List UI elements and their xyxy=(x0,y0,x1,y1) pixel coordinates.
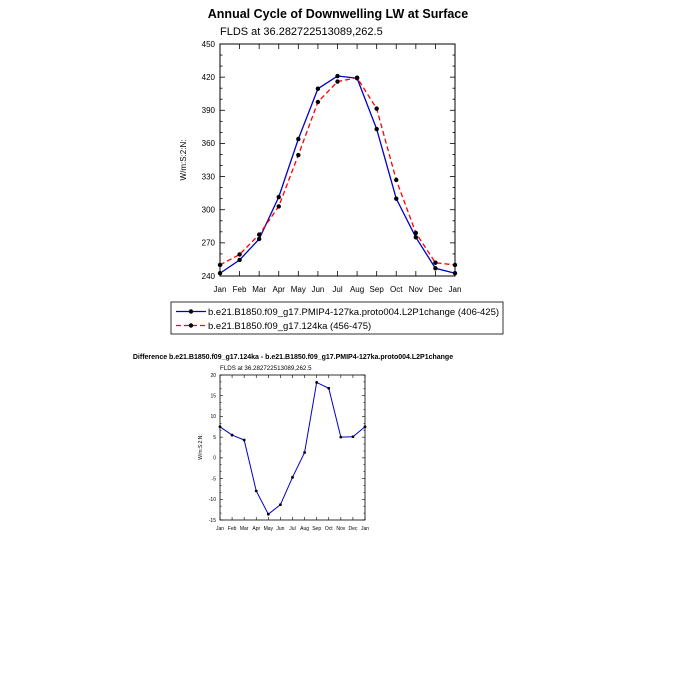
series-1-point xyxy=(374,106,378,110)
y-tick-label: -5 xyxy=(211,476,216,483)
series-0-point xyxy=(231,434,234,437)
series-0-point xyxy=(374,127,378,131)
series-0-point xyxy=(257,237,261,241)
y-tick-label: 240 xyxy=(201,271,215,281)
x-tick-label: Mar xyxy=(252,285,267,294)
x-tick-label: Feb xyxy=(227,526,237,532)
y-tick-label: -10 xyxy=(208,497,216,504)
x-tick-label: Jul xyxy=(289,526,296,532)
series-0-point xyxy=(453,271,457,275)
series-0-point xyxy=(296,137,300,141)
x-tick-label: Jul xyxy=(332,285,343,294)
diff-plot-frame xyxy=(220,375,365,520)
series-0-point xyxy=(339,436,342,439)
main-plot-frame xyxy=(220,44,455,276)
main-series-group xyxy=(218,74,457,276)
x-tick-label: Nov xyxy=(336,526,346,532)
legend-label-1: b.e21.B1850.f09_g17.124ka (456-475) xyxy=(208,321,372,332)
y-tick-label: 420 xyxy=(201,72,215,82)
series-1-point xyxy=(355,75,359,79)
y-tick-label: -15 xyxy=(208,517,216,524)
series-1-point xyxy=(237,252,241,256)
y-tick-label: 330 xyxy=(201,172,215,182)
x-tick-label: Jan xyxy=(360,526,370,532)
series-0-point xyxy=(335,74,339,78)
y-tick-label: 0 xyxy=(213,455,216,462)
x-tick-label: Sep xyxy=(369,285,384,294)
x-tick-label: Aug xyxy=(349,285,365,294)
series-0-point xyxy=(316,87,320,91)
main-y-axis-label: W/m:S:2:N: xyxy=(179,139,188,181)
series-1-point xyxy=(335,79,339,83)
series-line-0 xyxy=(220,382,365,514)
series-0-point xyxy=(237,258,241,262)
x-tick-label: Jun xyxy=(311,285,325,294)
x-tick-label: Jun xyxy=(276,526,285,532)
series-line-0 xyxy=(220,76,455,273)
series-0-point xyxy=(364,425,367,428)
legend-label-0: b.e21.B1850.f09_g17.PMIP4-127ka.proto004.L2P1change (406-425) xyxy=(208,307,500,318)
x-tick-label: Jan xyxy=(215,526,225,532)
series-1-point xyxy=(453,263,457,267)
series-0-point xyxy=(394,196,398,200)
series-0-point xyxy=(352,435,355,438)
series-0-point xyxy=(243,439,246,442)
main-chart-title: Annual Cycle of Downwelling LW at Surface xyxy=(207,7,469,21)
series-1-point xyxy=(316,100,320,104)
series-1-point xyxy=(257,232,261,236)
series-0-point xyxy=(279,503,282,506)
diff-chart-subtitle: FLDS at 36.282722513089,262.5 xyxy=(220,365,312,372)
x-tick-label: Jan xyxy=(448,285,462,294)
series-0-point xyxy=(414,235,418,239)
y-tick-label: 10 xyxy=(210,414,216,421)
x-tick-label: Oct xyxy=(390,285,403,294)
x-tick-label: Sep xyxy=(312,526,322,532)
series-0-point xyxy=(255,490,258,493)
x-tick-label: May xyxy=(263,526,274,532)
main-chart-subtitle: FLDS at 36.282722513089,262.5 xyxy=(220,26,383,38)
series-0-point xyxy=(218,271,222,275)
y-tick-label: 15 xyxy=(210,393,216,400)
series-0-point xyxy=(277,195,281,199)
diff-series-group xyxy=(219,381,367,516)
diff-chart-title: Difference b.e21.B1850.f09_g17.124ka - b.e21.B1850.f09_g17.PMIP4-127ka.proto004.L2P1change xyxy=(132,354,454,361)
x-tick-label: May xyxy=(290,285,306,294)
series-1-point xyxy=(218,263,222,267)
legend-marker-0 xyxy=(189,309,193,313)
y-tick-label: 20 xyxy=(210,372,216,379)
x-tick-label: Nov xyxy=(408,285,423,294)
diff-y-axis-label: W/m:S:2:N: xyxy=(198,434,204,460)
series-1-point xyxy=(394,178,398,182)
y-tick-label: 360 xyxy=(201,139,215,149)
x-tick-label: Dec xyxy=(348,526,358,532)
series-0-point xyxy=(267,513,270,516)
series-1-point xyxy=(296,153,300,157)
main-legend xyxy=(171,302,503,334)
main-chart xyxy=(171,7,503,334)
diff-axes xyxy=(209,373,369,532)
y-tick-label: 450 xyxy=(201,39,215,49)
x-tick-label: Dec xyxy=(428,285,443,294)
x-tick-label: Oct xyxy=(324,526,333,532)
x-tick-label: Jan xyxy=(213,285,227,294)
difference-chart xyxy=(133,354,453,532)
series-0-point xyxy=(315,381,318,384)
series-0-point xyxy=(219,425,222,428)
series-0-point xyxy=(291,476,294,479)
y-tick-label: 270 xyxy=(201,238,215,248)
x-tick-label: Aug xyxy=(300,526,310,532)
series-1-point xyxy=(433,261,437,265)
x-tick-label: Apr xyxy=(252,526,261,532)
y-tick-label: 5 xyxy=(213,434,216,441)
x-tick-label: Apr xyxy=(272,285,285,294)
legend-marker-1 xyxy=(189,323,193,327)
y-tick-label: 300 xyxy=(201,205,215,215)
series-0-point xyxy=(433,266,437,270)
series-0-point xyxy=(303,451,306,454)
series-1-point xyxy=(277,204,281,208)
series-1-point xyxy=(414,231,418,235)
y-tick-label: 390 xyxy=(201,106,215,116)
x-tick-label: Feb xyxy=(232,285,247,294)
series-line-1 xyxy=(220,78,455,265)
x-tick-label: Mar xyxy=(239,526,249,532)
series-0-point xyxy=(327,387,330,390)
